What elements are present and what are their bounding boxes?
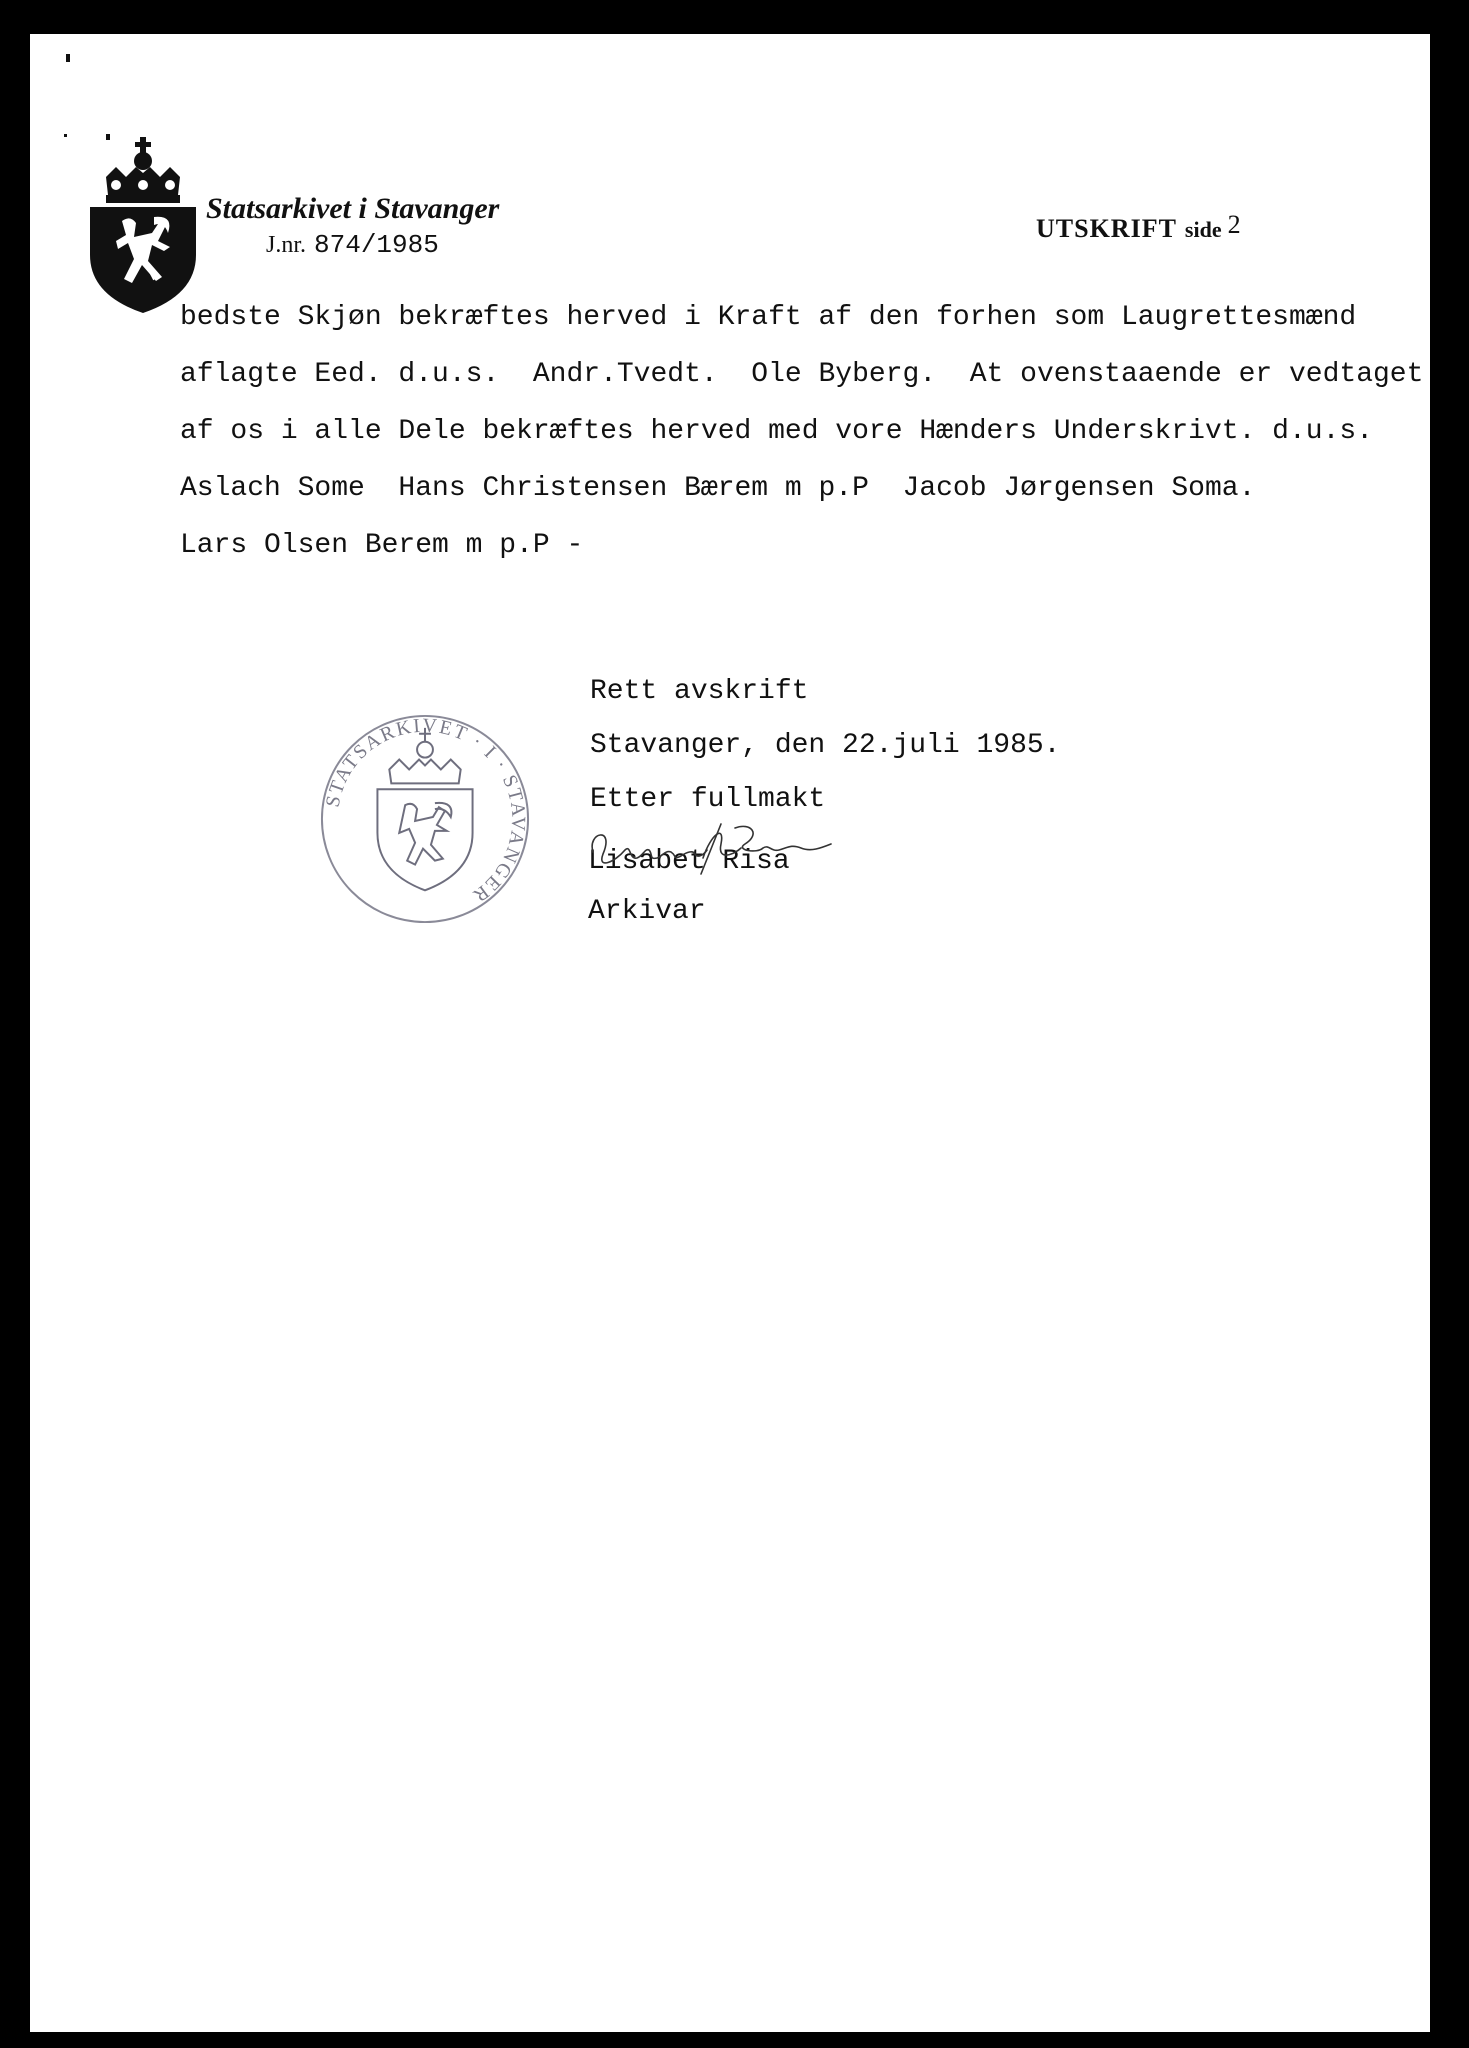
scan-speck [64, 134, 67, 137]
svg-text:STATSARKIVET · I · STAVANGER: STATSARKIVET · I · STAVANGER [321, 714, 530, 908]
archive-name-heading: Statsarkivet i Stavanger [206, 192, 500, 225]
certification-line-3: Etter fullmakt [590, 784, 826, 815]
page-number: 2 [1227, 210, 1241, 239]
transcript-label: UTSKRIFT [1036, 214, 1177, 243]
side-label: side [1184, 217, 1222, 242]
signatory-name: Lisabet Risa [588, 846, 790, 877]
body-line-2: aflagte Eed. d.u.s. Andr.Tvedt. Ole Byberg. At ovenstaaende er vedtaget [180, 359, 1424, 390]
body-line-3: af os i alle Dele bekræftes herved med vore Hænders Underskrivt. d.u.s. [180, 416, 1373, 447]
handwritten-signature [585, 814, 845, 894]
body-line-5: Lars Olsen Berem m p.P - [180, 530, 584, 561]
body-line-4: Aslach Some Hans Christensen Bærem m p.P Jacob Jørgensen Soma. [180, 473, 1256, 504]
signatory-title: Arkivar [588, 896, 706, 927]
document-page [30, 34, 1430, 2032]
transcript-page-header [1036, 210, 1241, 244]
coat-of-arms-logo [88, 137, 198, 313]
journal-number [266, 230, 439, 260]
certification-date-line: Stavanger, den 22.juli 1985. [590, 730, 1061, 761]
body-line-1: bedste Skjøn bekræftes herved i Kraft af den forhen som Laugrettesmænd [180, 302, 1357, 333]
journal-number-label: J.nr. [266, 232, 307, 258]
certification-line-1: Rett avskrift [590, 676, 809, 707]
scan-speck [66, 54, 70, 62]
journal-number-value: 874/1985 [314, 230, 439, 260]
archive-seal-stamp [316, 710, 534, 928]
